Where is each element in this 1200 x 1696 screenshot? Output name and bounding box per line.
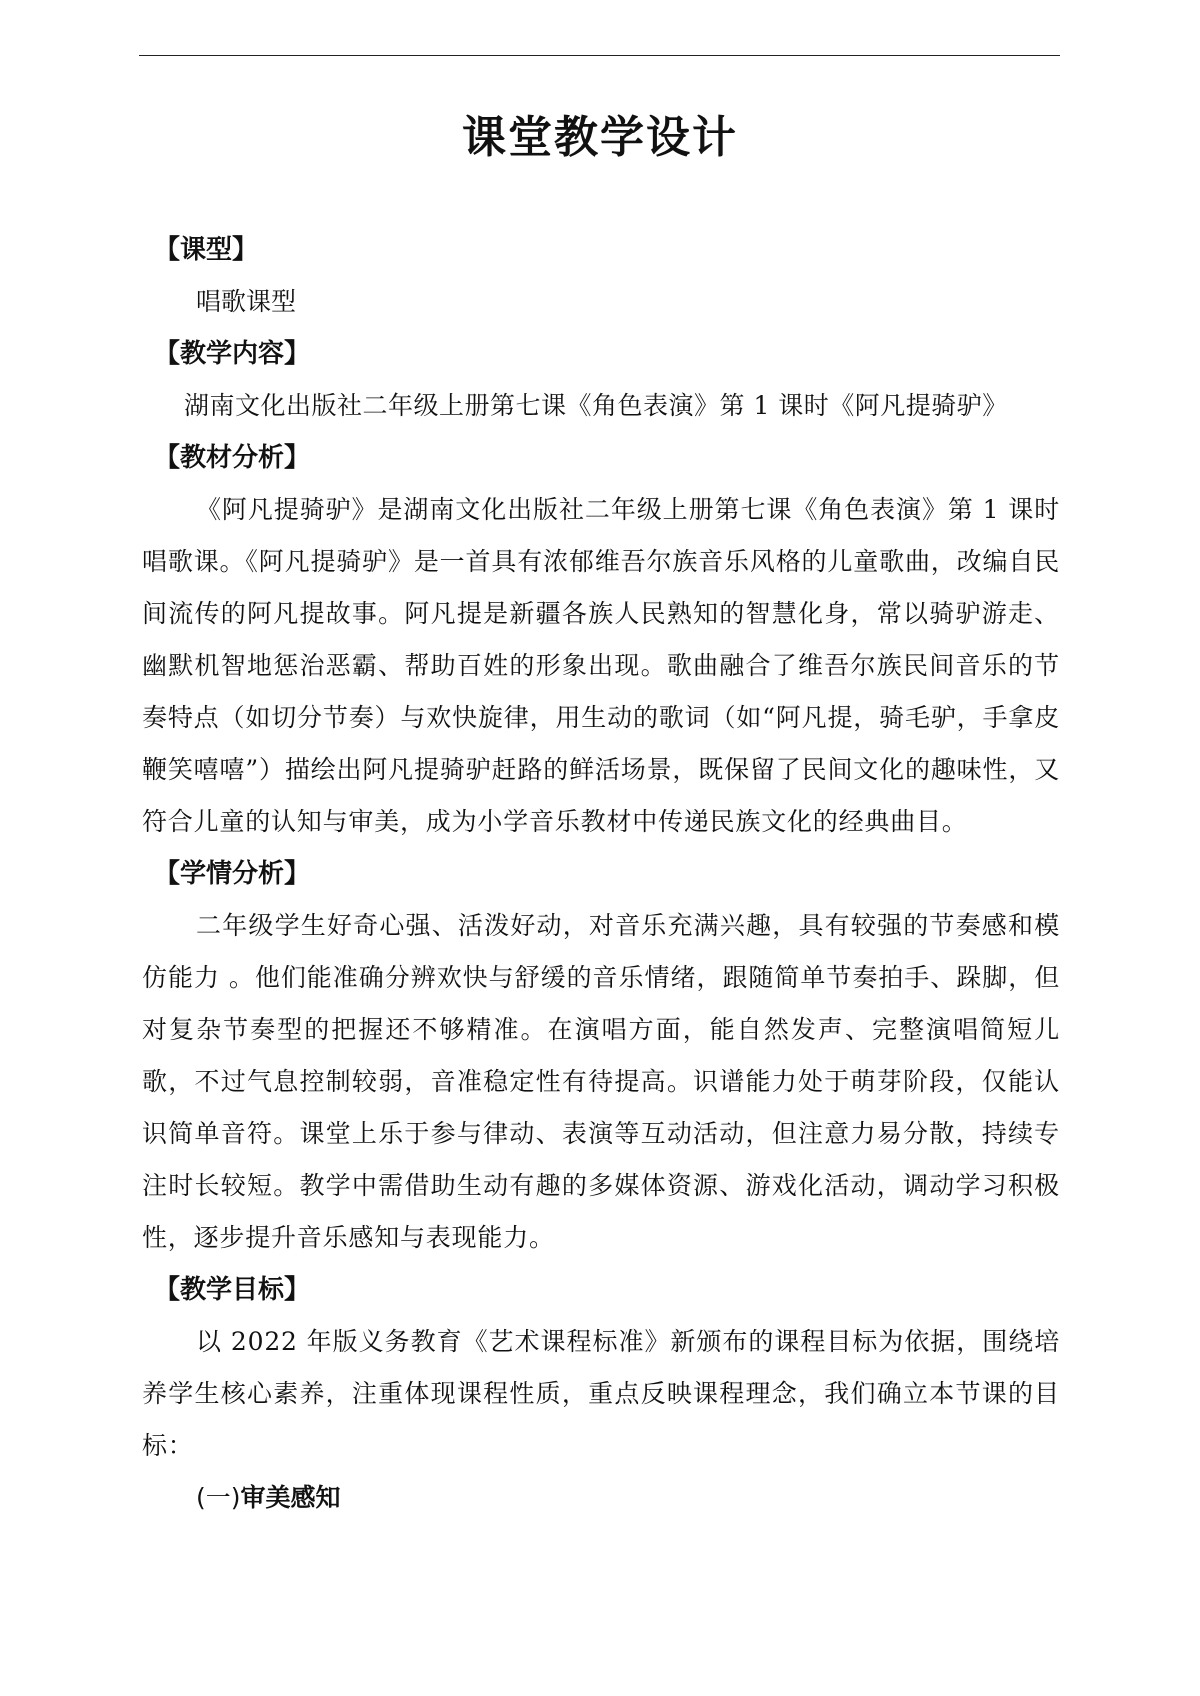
sub-heading-label: 审美感知 <box>240 1483 341 1512</box>
section-heading: 【学情分析】 <box>154 859 311 889</box>
section-paragraph: 《阿凡提骑驴》是湖南文化出版社二年级上册第七课《角色表演》第 1 课时唱歌课。《阿凡提骑驴》是一首具有浓郁维吾尔族音乐风格的儿童歌曲，改编自民间流传的阿凡提故事。阿凡提是新疆各族人民熟知的智慧化身，常以骑驴游走、幽默机智地惩治恶霸、帮助百姓的形象出现。歌曲融合了维吾尔族民间音乐的节奏特点（如切分节奏）与欢快旋律，用生动的歌词（如“阿凡提，骑毛驴，手拿皮鞭笑嘻嘻”）描绘出阿凡提骑驴赶路的鲜活场景，既保留了民间文化的趣味性，又符合儿童的认知与审美，成为小学音乐教材中传递民族文化的经典曲目。 <box>142 495 1060 836</box>
sub-heading-number: (一) <box>196 1483 241 1512</box>
section-text: 湖南文化出版社二年级上册第七课《角色表演》第 1 课时《阿凡提骑驴》 <box>184 391 1008 420</box>
header-rule <box>139 55 1060 56</box>
section-course-type <box>142 224 1060 328</box>
document-body <box>142 224 1060 1524</box>
section-heading: 【教学目标】 <box>154 1275 311 1305</box>
section-heading: 【课型】 <box>154 235 259 265</box>
section-teaching-content <box>142 328 1060 432</box>
section-material-analysis <box>142 432 1060 848</box>
section-heading: 【教学内容】 <box>154 339 311 369</box>
section-text: 唱歌课型 <box>196 287 297 316</box>
section-student-analysis <box>142 848 1060 1264</box>
section-heading: 【教材分析】 <box>154 443 311 473</box>
sub-heading <box>142 1472 1060 1524</box>
section-paragraph: 以 2022 年版义务教育《艺术课程标准》新颁布的课程目标为依据，围绕培养学生核心素养，注重体现课程性质，重点反映课程理念，我们确立本节课的目标： <box>142 1327 1060 1460</box>
section-paragraph: 二年级学生好奇心强、活泼好动，对音乐充满兴趣，具有较强的节奏感和模仿能力 。他们能准确分辨欢快与舒缓的音乐情绪，跟随简单节奏拍手、跺脚，但对复杂节奏型的把握还不够精准。在演唱方面，能自然发声、完整演唱简短儿歌，不过气息控制较弱，音准稳定性有待提高。识谱能力处于萌芽阶段，仅能认识简单音符。课堂上乐于参与律动、表演等互动活动，但注意力易分散，持续专注时长较短。教学中需借助生动有趣的多媒体资源、游戏化活动，调动学习积极性，逐步提升音乐感知与表现能力。 <box>142 911 1060 1252</box>
document-title: 课堂教学设计 <box>462 112 738 163</box>
section-teaching-goals <box>142 1264 1060 1524</box>
